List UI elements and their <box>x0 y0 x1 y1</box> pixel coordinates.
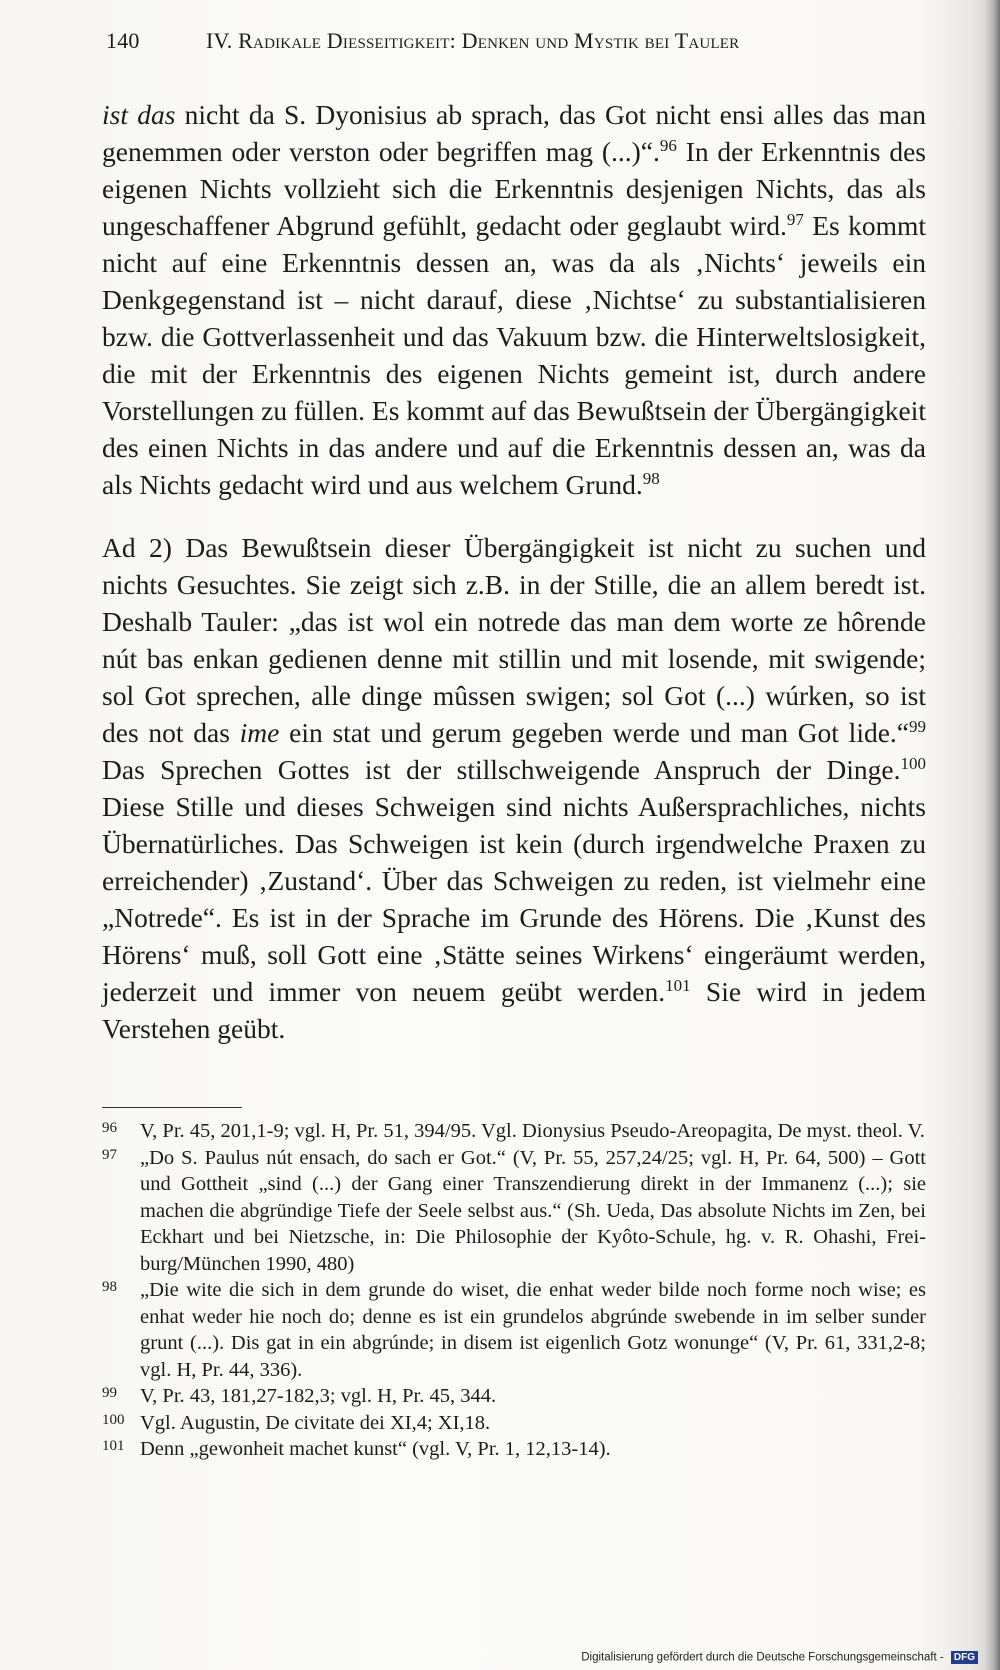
paragraph <box>102 96 926 503</box>
footnote-text: Vgl. Augustin, De civitate dei XI,4; XI,18. <box>140 1411 491 1434</box>
footnote <box>102 1277 926 1383</box>
page-header <box>100 22 860 62</box>
text-run: Das Sprechen Gottes ist der stillschweigende Anspruch der Dinge. <box>102 754 901 785</box>
footnote-reference: 98 <box>642 468 660 488</box>
footnote-number: 96 <box>102 1120 117 1136</box>
text-run: Es kommt nicht auf eine Erkenntnis dessen an, was da als ‚Nichts‘ jeweils ein Denkgegenstand ist – nicht darauf, diese ‚Nichtse‘ zu substantialisieren bzw. die Gottverlassenheit und das Vakuum bzw. die Hinterweltslosigkeit, die mit der Erkenntnis des eigenen Nichts gemeint ist, durch andere Vorstellungen zu füllen. Es kommt auf das Bewußtsein der Übergängigkeit des einen Nichts in das andere und auf die Erkenntnis dessen an, was da als Nichts gedacht wird und aus welchem Grund. <box>102 210 926 500</box>
running-head: IV. Radikale Diesseitigkeit: Denken und Mystik bei Tauler <box>206 28 740 53</box>
footnote <box>102 1118 926 1145</box>
text-run: nicht da S. Dyonisius ab sprach, das Got nicht ensi alles das man genemmen oder verston oder begriffen mag (...)“. <box>102 99 926 167</box>
footnote-text: „Do S. Paulus nút ensach, do sach er Got.“ (V, Pr. 55, 257,24/25; vgl. H, Pr. 64, 500) – Gott und Gottheit „sind (...) der Gang einer Transzendierung direkt in der Immanenz (...); sie machen die abgründige Tiefe der Seele selbst aus.“ (Sh. Ueda, Das absolute Nichts im Zen, bei Eckhart und bei Nietzsche, in: Die Philosophie der Kyôto-Schule, hg. v. R. Ohashi, Freiburg/München 1990, 480) <box>140 1146 926 1275</box>
text-run: Sie wird in jedem Verstehen geübt. <box>102 976 926 1044</box>
text-run: Ad 2) Das Bewußtsein dieser Übergängigkeit ist nicht zu suchen und nichts Gesuchtes. Sie zeigt sich z.B. in der Stille, die an allem beredt ist. Deshalb Tauler: „das ist wol ein notrede das man dem worte ze hôrende nút bas enkan gedienen denne mit stillin und mit losende, mit swigende; sol Got sprechen, alle dinge mûssen swigen; sol Got (...) wúrken, so ist des not das <box>102 532 926 748</box>
footnote-text: V, Pr. 43, 181,27-182,3; vgl. H, Pr. 45, 344. <box>140 1385 497 1407</box>
dfg-logo: DFG <box>951 1651 978 1664</box>
footnote-reference: 101 <box>665 975 691 995</box>
footnotes <box>102 1118 926 1463</box>
page-number: 140 <box>106 28 140 53</box>
footnote-reference: 96 <box>659 135 677 155</box>
footnote-number: 101 <box>102 1438 125 1454</box>
text-run: In der Erkenntnis des eigenen Nichts vollzieht sich die Erkenntnis desjenigen Nichts, das als ungeschaffener Abgrund gefühlt, gedacht oder geglaubt wird. <box>102 136 926 241</box>
footnote-number: 99 <box>102 1385 117 1401</box>
paragraph <box>102 529 926 1047</box>
text-run: ein stat und gerum gegeben werde und man Got lide.“ <box>279 717 909 748</box>
footnote-text: V, Pr. 45, 201,1-9; vgl. H, Pr. 51, 394/95. Vgl. Dionysius Pseudo-Areopagita, De myst. theol. V. <box>140 1120 925 1142</box>
text-run: Diese Stille und dieses Schweigen sind nichts Außersprachliches, nichts Übernatürliches. Das Schweigen ist kein (durch irgendwelche Praxen zu erreichender) ‚Zustand‘. Über das Schweigen zu reden, ist vielmehr eine „Notrede“. Es ist in der Sprache im Grunde des Hörens. Die ‚Kunst des Hörens‘ muß, soll Gott eine ‚Stätte seines Wirkens‘ eingeräumt werden, jederzeit und immer von neuem geübt werden. <box>102 791 926 1007</box>
footnote-reference: 97 <box>786 209 804 229</box>
footnote <box>102 1383 926 1410</box>
footnote-text: Denn „gewonheit machet kunst“ (vgl. V, Pr. 1, 12,13-14). <box>140 1438 611 1460</box>
italic-run: ime <box>239 717 280 748</box>
credit-text: Digitalisierung gefördert durch die Deutsche Forschungsgemeinschaft - <box>581 1651 944 1664</box>
footnote-reference: 99 <box>909 716 926 736</box>
italic-run: ist das <box>102 99 176 130</box>
body-text <box>102 96 926 1047</box>
digitization-credit <box>581 1651 978 1664</box>
footnote-text: „Die wite die sich in dem grunde do wiset, die enhat weder bilde noch forme noch wise; es enhat weder hie noch do; denne es ist ein grundelos abgrúnde swebende in im selber sunder grunt (...). Dis gat in ein abgrúnde; in disem ist eigenlich Gotz wonunge“ (V, Pr. 61, 331,2-8; vgl. H, Pr. 44, 336). <box>140 1279 926 1381</box>
footnote-reference: 100 <box>900 753 926 773</box>
footnote-number: 97 <box>102 1146 117 1163</box>
footnote-number: 98 <box>102 1279 117 1295</box>
book-spine-shadow <box>984 0 1000 1670</box>
footnote <box>102 1145 926 1278</box>
footnote-number: 100 <box>102 1411 125 1428</box>
footnote-separator <box>102 1107 242 1108</box>
footnote <box>102 1410 926 1437</box>
footnote <box>102 1436 926 1463</box>
